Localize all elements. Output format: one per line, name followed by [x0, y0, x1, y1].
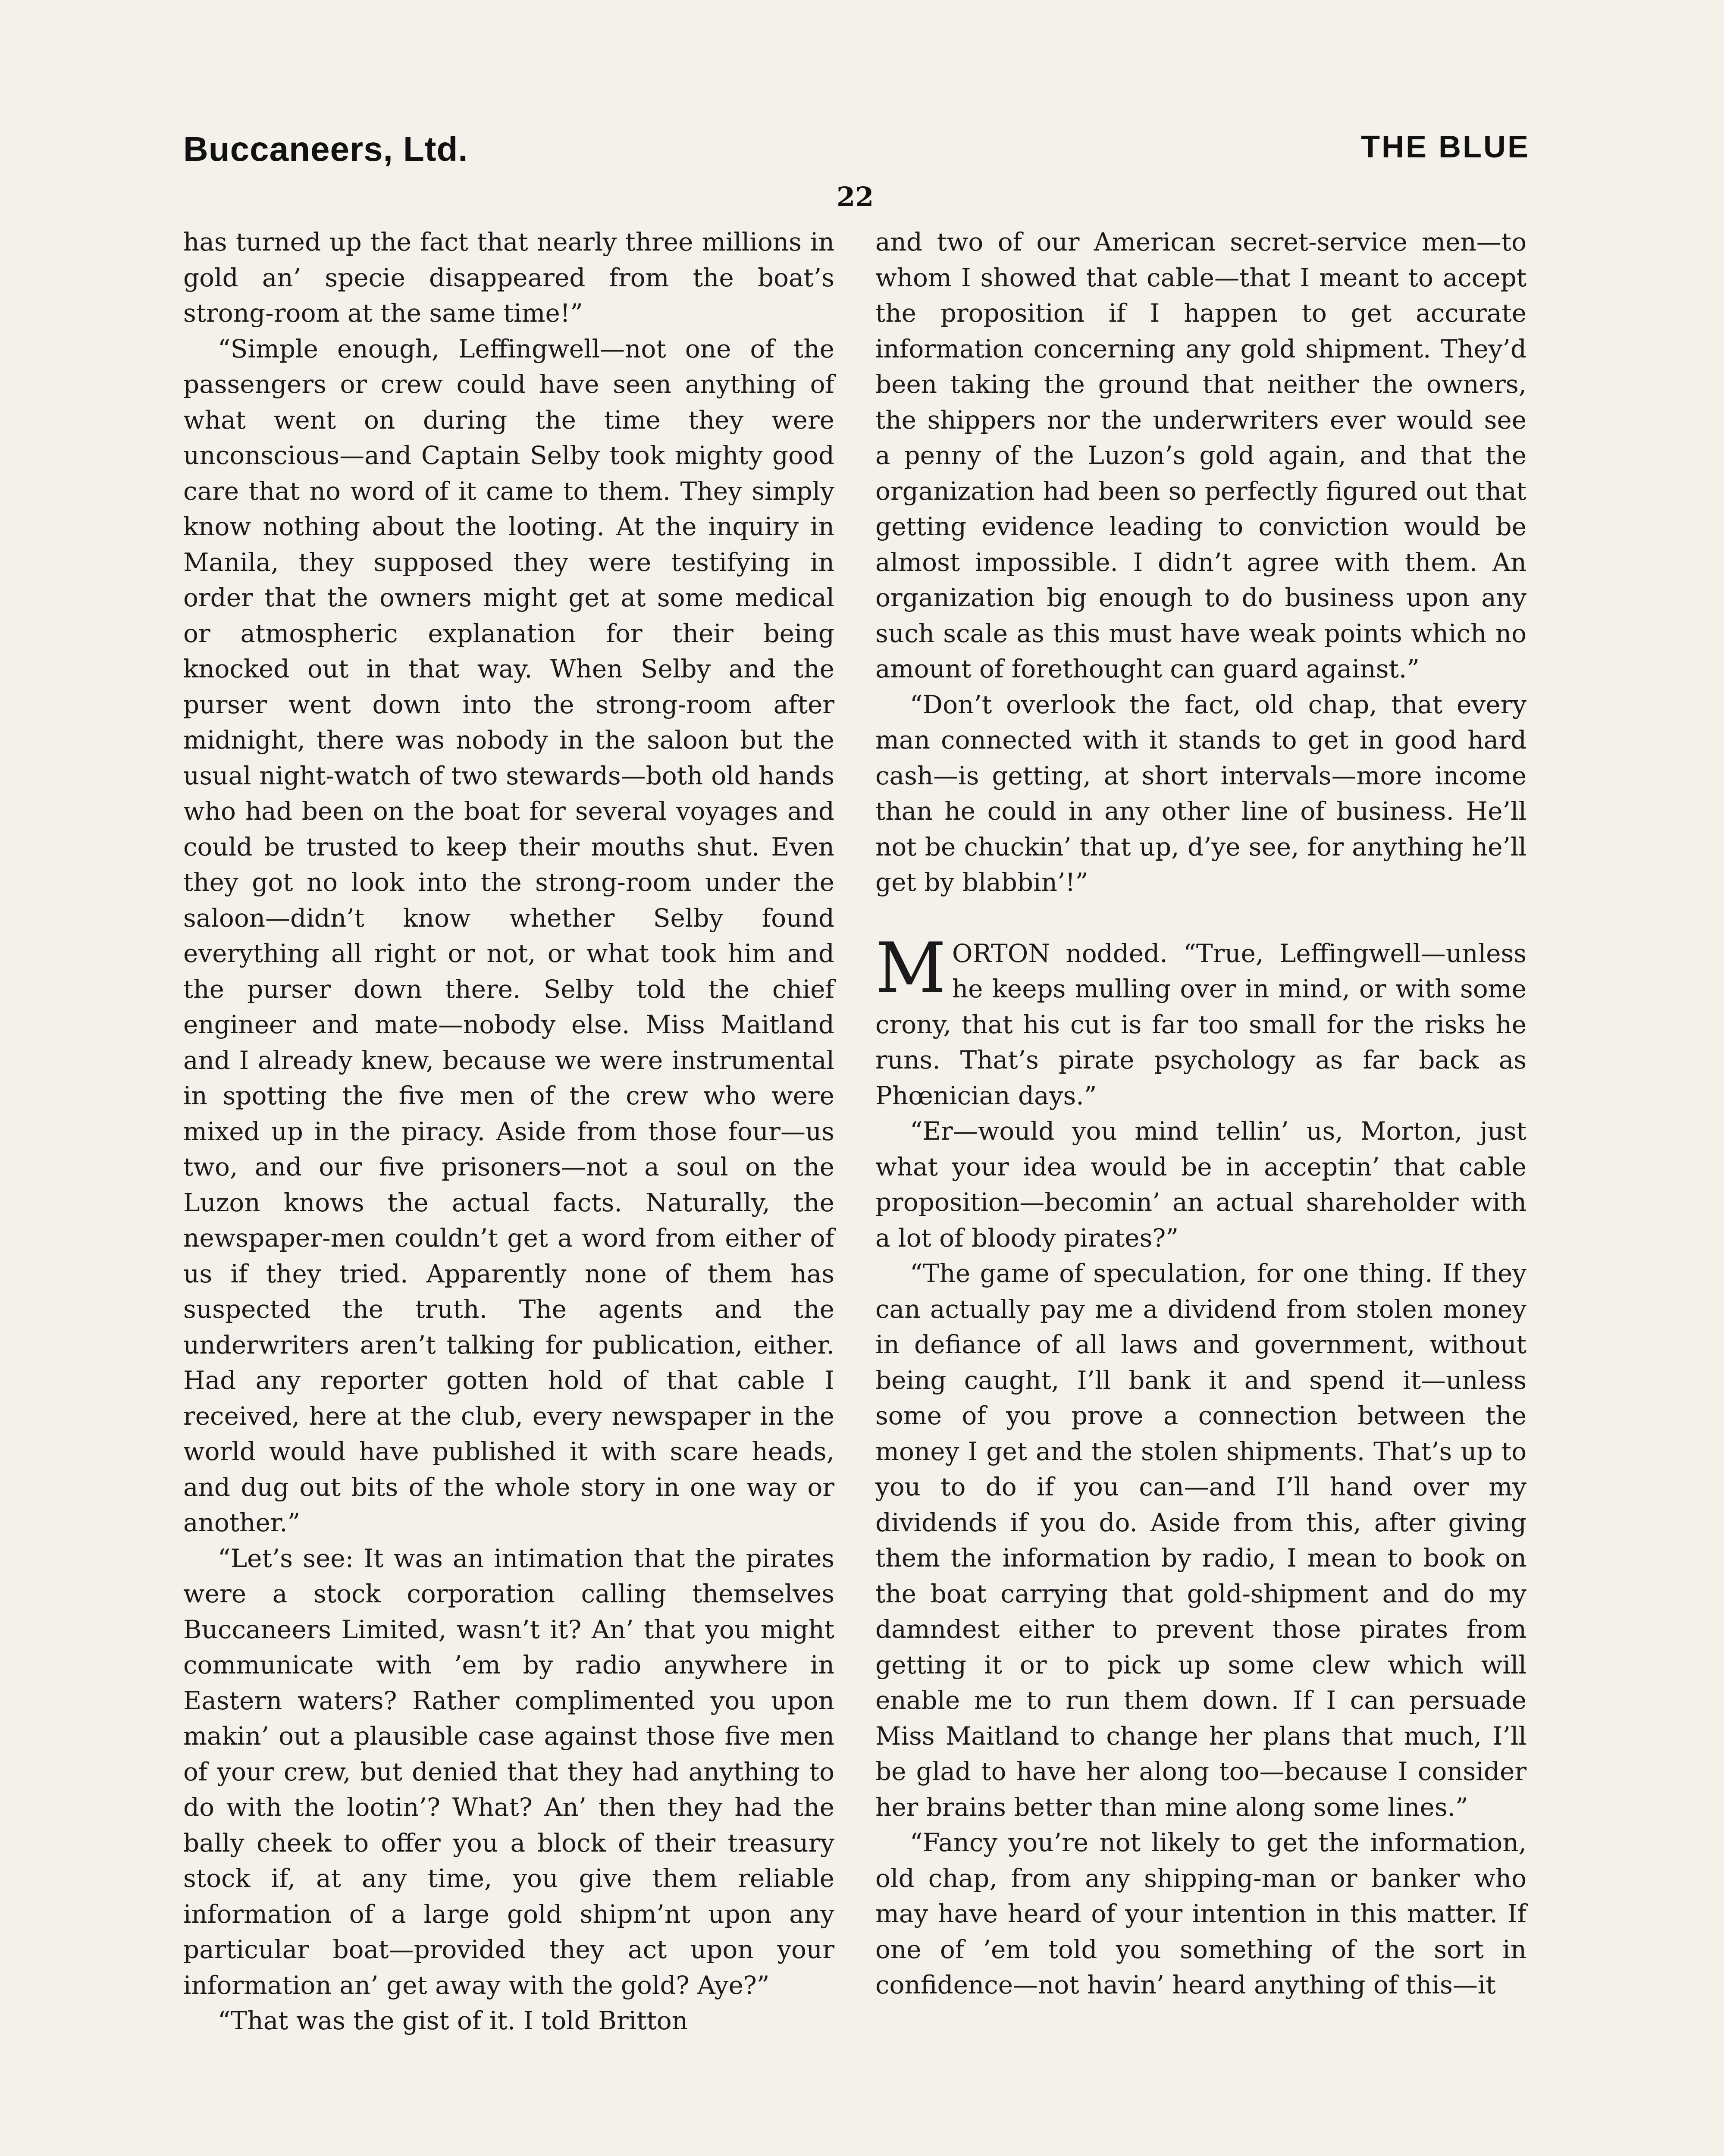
page-number: 22 — [837, 181, 874, 213]
paragraph: “Fancy you’re not likely to get the information, old chap, from any shipping-man or banker who may have heard of your intention in this matter. If one of ’em told you something of the sort in confidence—not havin’ heard anything of this—it — [875, 1828, 1527, 1999]
right-column — [875, 224, 1527, 2003]
running-title: Buccaneers, Ltd. — [183, 130, 468, 168]
paragraph: and two of our American secret-service men—to whom I showed that cable—that I meant to accept the proposition if I happen to get accurate information concerning any gold shipment. They’d been taking the ground that neither the owners, the shippers nor the underwriters ever would see a penny of the Luzon’s gold again, and that the organization had been so perfectly figured out that getting evidence leading to conviction would be almost impossible. I didn’t agree with them. An organization big enough to do business upon any such scale as this must have weak points which no amount of forethought can guard against.” — [875, 227, 1527, 683]
paragraph: has turned up the fact that nearly three millions in gold an’ specie disappeared from the boat’s strong-room at the same time!” — [183, 227, 834, 328]
section-opening-paragraph — [875, 927, 1527, 1114]
drop-cap: M — [875, 927, 946, 1008]
paragraph: “Let’s see: It was an intimation that the pirates were a stock corporation calling themselves Buccaneers Limited, wasn’t it? An’ that you might communicate with ’em by radio anywhere in Eastern waters? Rather complimented you upon makin’ out a plausible case against those five men of your crew, but denied that they had anything to do with the lootin’? What? An’ then they had the bally cheek to offer you a block of their treasury stock if, at any time, you give them reliable information of a large gold shipm’nt upon any particular boat—provided they act upon your information an’ get away with the gold? Aye?” — [183, 1543, 834, 2000]
drop-cap-paragraph-text: ORTON nodded. “True, Leffingwell—unless he keeps mulling over in mind, or with some crony, that his cut is far too small for the risks he runs. That’s pirate psychology as far back as Phœnician days.” — [875, 938, 1527, 1110]
left-column — [183, 224, 834, 2039]
paragraph: “That was the gist of it. I told Britton — [218, 2006, 688, 2035]
paragraph: “Simple enough, Leffingwell—not one of the passengers or crew could have seen anything of what went on during the time they were unconscious—and Captain Selby took mighty good care that no word of it came to them. They simply know nothing about the looting. At the inquiry in Manila, they supposed they were testifying in order that the owners might get at some medical or atmospheric explanation for their being knocked out in that way. When Selby and the purser went down into the strong-room after midnight, there was nobody in the saloon but the usual night-watch of two stewards—both old hands who had been on the boat for several voyages and could be trusted to keep their mouths shut. Even they got no look into the strong-room under the saloon—didn’t know whether Selby found everything all right or not, or what took him and the purser down there. Selby told the chief engineer and mate—nobody else. Miss Maitland and I already knew, because we were instrumental in spotting the five men of the crew who were mixed up in the piracy. Aside from those four—us two, and our five prisoners—not a soul on the Luzon knows the actual facts. Naturally, the newspaper-men couldn’t get a word from either of us if they tried. Apparently none of them has suspected the truth. The agents and the underwriters aren’t talking for publication, either. Had any reporter gotten hold of that cable I received, here at the club, every newspaper in the world would have published it with scare heads, and dug out bits of the whole story in one way or another.” — [183, 334, 834, 1537]
paragraph: “The game of speculation, for one thing. If they can actually pay me a dividend from stolen money in defiance of all laws and government, without being caught, I’ll bank it and spend it—unless some of you prove a connection between the money I get and the stolen shipments. That’s up to you to do if you can—and I’ll hand over my dividends if you do. Aside from this, after giving them the information by radio, I mean to book on the boat carrying that gold-shipment and do my damndest either to prevent those pirates from getting it or to pick up some clew which will enable me to run them down. If I can persuade Miss Maitland to change her plans that much, I’ll be glad to have her along too—because I consider her brains better than mine along some lines.” — [875, 1259, 1527, 1822]
paragraph: “Don’t overlook the fact, old chap, that every man connected with it stands to get in good hard cash—is getting, at short intervals—more income than he could in any other line of business. He’ll not be chuckin’ that up, d’ye see, for anything he’ll get by blabbin’!” — [875, 689, 1527, 897]
paragraph: “Er—would you mind tellin’ us, Morton, just what your idea would be in acceptin’ that cable proposition—becomin’ an actual shareholder with a lot of bloody pirates?” — [875, 1116, 1527, 1253]
magazine-section-title: THE BLUE — [1361, 130, 1530, 164]
